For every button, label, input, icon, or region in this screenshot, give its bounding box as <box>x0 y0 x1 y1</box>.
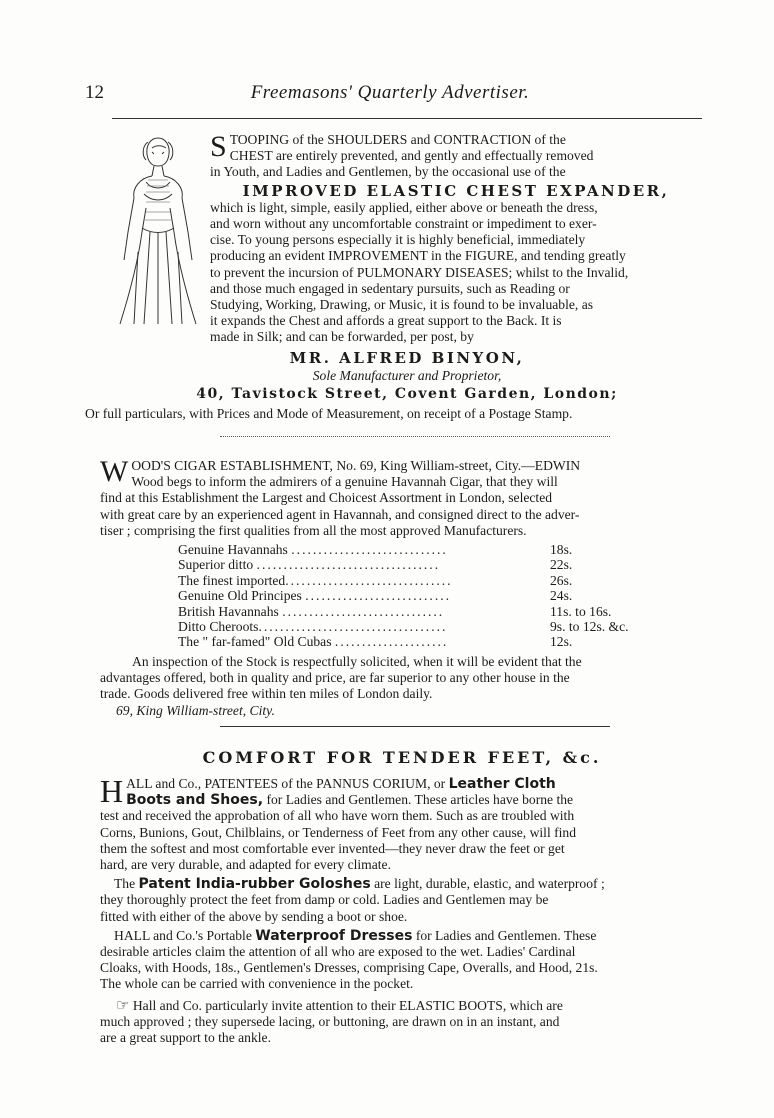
ad-line: TOOPING of the SHOULDERS and CONTRACTION of the <box>229 132 566 147</box>
ad-line: trade. Goods delivered free within ten miles of London daily. <box>100 686 433 702</box>
ad-line: for Ladies and Gentlemen. These articles have borne the <box>266 792 574 808</box>
ad-line: for Ladies and Gentlemen. These <box>415 927 597 943</box>
cigar-address: 69, King William-street, City. <box>116 702 275 718</box>
price-value: 11s. to 16s. <box>550 603 612 619</box>
page-header <box>85 82 695 106</box>
ad-line: Corns, Bunions, Gout, Chilblains, or Tenderness of Feet from any other cause, will find <box>100 824 577 840</box>
price-row: Superior ditto .................................. 22s. <box>178 557 629 572</box>
price-value: 26s. <box>550 572 573 588</box>
bold-phrase: Leather Cloth <box>448 776 556 792</box>
proprietor-name: MR. ALFRED BINYON, <box>289 349 525 367</box>
ad-line: cise. To young persons especially it is highly beneficial, immediately <box>210 232 586 248</box>
running-title: Freemasons' Quarterly Advertiser. <box>250 82 530 103</box>
drop-cap: H <box>100 773 124 809</box>
chest-ad-footer: Or full particulars, with Prices and Mode of Measurement, on receipt of a Postage Stamp. <box>85 406 573 421</box>
cigar-closing <box>100 654 704 719</box>
section-divider <box>220 436 610 437</box>
price-row: British Havannahs .............................. 11s. to 16s. <box>178 604 629 619</box>
ad-line: An inspection of the Stock is respectfully solicited, when it will be evident that the <box>132 654 582 669</box>
ad-line: producing an evident IMPROVEMENT in the FIGURE, and tending greatly <box>210 248 626 264</box>
proprietor-address: 40, Tavistock Street, Covent Garden, London; <box>196 386 618 402</box>
ad-line: Hall and Co. particularly invite attention to their ELASTIC BOOTS, which are <box>132 997 563 1013</box>
ad-line: The <box>114 876 136 892</box>
ad-line: Wood begs to inform the admirers of a genuine Havannah Cigar, that they will <box>131 474 558 490</box>
ad-line: it expands the Chest and affords a great support to the Back. It is <box>210 313 562 329</box>
ad-line: to prevent the incursion of PULMONARY DISEASES; whilst to the Invalid, <box>210 264 629 280</box>
price-value: 12s. <box>550 634 573 650</box>
pointing-hand-icon: ☞ <box>116 997 130 1014</box>
ad-line: hard, are very durable, and adapted for every climate. <box>100 857 391 873</box>
ad-line: them the softest and most comfortable ever invented—they never draw the feet or get <box>100 840 565 856</box>
proprietor-title: Sole Manufacturer and Proprietor, <box>312 368 502 383</box>
ad-line: tiser ; comprising the first qualities from all the most approved Manufacturers. <box>100 522 527 538</box>
ad-line: fitted with either of the above by sending a boot or shoe. <box>100 908 408 924</box>
ad-line: made in Silk; and can be forwarded, per post, by <box>210 329 474 345</box>
price-value: 24s. <box>550 588 573 604</box>
ad-line: OOD'S CIGAR ESTABLISHMENT, No. 69, King William-street, City.—EDWIN <box>131 458 581 473</box>
header-rule <box>112 118 702 119</box>
price-row: The finest imported............................... 26s. <box>178 573 629 588</box>
ad-line: with great care by an experienced agent in Havannah, and consigned direct to the adver- <box>100 506 580 522</box>
price-row: Genuine Havannahs ............................. 18s. <box>178 542 629 557</box>
ad-line: much approved ; they supersede lacing, or buttoning, are drawn on in an instant, and <box>100 1013 560 1029</box>
section-divider <box>220 726 610 727</box>
ad-line: The whole can be carried with convenience in the pocket. <box>100 976 414 992</box>
ad-line: test and received the approbation of all who have worn them. Such as are troubled with <box>100 808 575 824</box>
ad-line: are light, durable, elastic, and waterproof ; <box>374 876 605 892</box>
price-value: 22s. <box>550 557 573 573</box>
price-item: Genuine Old Principes <box>178 588 302 604</box>
price-item: The finest imported <box>178 572 286 588</box>
ad-line: advantages offered, both in quality and price, are far superior to any other house in the <box>100 670 570 686</box>
price-item: The " far-famed" Old Cubas <box>178 634 332 650</box>
page-number: 12 <box>85 82 104 103</box>
cigar-ad <box>100 455 704 539</box>
ad-line: which is light, simple, easily applied, either above or beneath the dress, <box>210 199 598 215</box>
price-value: 18s. <box>550 542 573 557</box>
product-name: IMPROVED ELASTIC CHEST EXPANDER, <box>242 181 670 200</box>
ad-line: CHEST are entirely prevented, and gently and effectually removed <box>229 148 594 164</box>
price-item: British Havannahs <box>178 603 279 619</box>
price-row: Ditto Cheroots................................... 9s. to 12s. &c. <box>178 619 629 635</box>
ad-line: Studying, Working, Drawing, or Music, it is found to be invaluable, as <box>210 297 594 313</box>
ad-line: and those much engaged in sedentary pursuits, such as Reading or <box>210 280 570 296</box>
price-item: Ditto Cheroots <box>178 619 259 635</box>
feet-ad-heading: COMFORT FOR TENDER FEET, &c. <box>202 748 602 767</box>
ad-line: desirable articles claim the attention of all who are exposed to the wet. Ladies' Cardinal <box>100 944 576 960</box>
price-row: The " far-famed" Old Cubas ..................... 12s. <box>178 634 629 649</box>
chest-expander-ad <box>210 132 702 346</box>
ad-line: they thoroughly protect the feet from damp or cold. Ladies and Gentlemen may be <box>100 892 549 908</box>
price-item: Genuine Havannahs <box>178 542 288 557</box>
bold-phrase: Patent India-rubber Goloshes <box>138 876 371 893</box>
ad-line: and worn without any uncomfortable constraint or impediment to exer- <box>210 216 597 232</box>
price-item: Superior ditto <box>178 557 254 573</box>
drop-cap: W <box>100 455 129 488</box>
ad-line: HALL and Co.'s Portable <box>114 927 252 943</box>
price-row: Genuine Old Principes ........................... 24s. <box>178 588 629 603</box>
woman-illustration <box>112 132 204 328</box>
ad-line: find at this Establishment the Largest and Choicest Assortment in London, selected <box>100 490 553 506</box>
ad-line: in Youth, and Ladies and Gentlemen, by the occasional use of the <box>210 164 566 180</box>
drop-cap: S <box>210 130 227 163</box>
ad-line: are a great support to the ankle. <box>100 1030 271 1046</box>
feet-ad <box>100 773 704 1046</box>
bold-phrase: Boots and Shoes, <box>126 792 264 809</box>
bold-phrase: Waterproof Dresses <box>255 927 413 944</box>
ad-line: Cloaks, with Hoods, 18s., Gentlemen's Dresses, comprising Cape, Overalls, and Hood, 21s. <box>100 960 598 976</box>
cigar-price-list <box>178 542 629 650</box>
price-value: 9s. to 12s. &c. <box>550 619 629 635</box>
ad-line: ALL and Co., PATENTEES of the PANNUS CORIUM, or <box>126 776 446 791</box>
